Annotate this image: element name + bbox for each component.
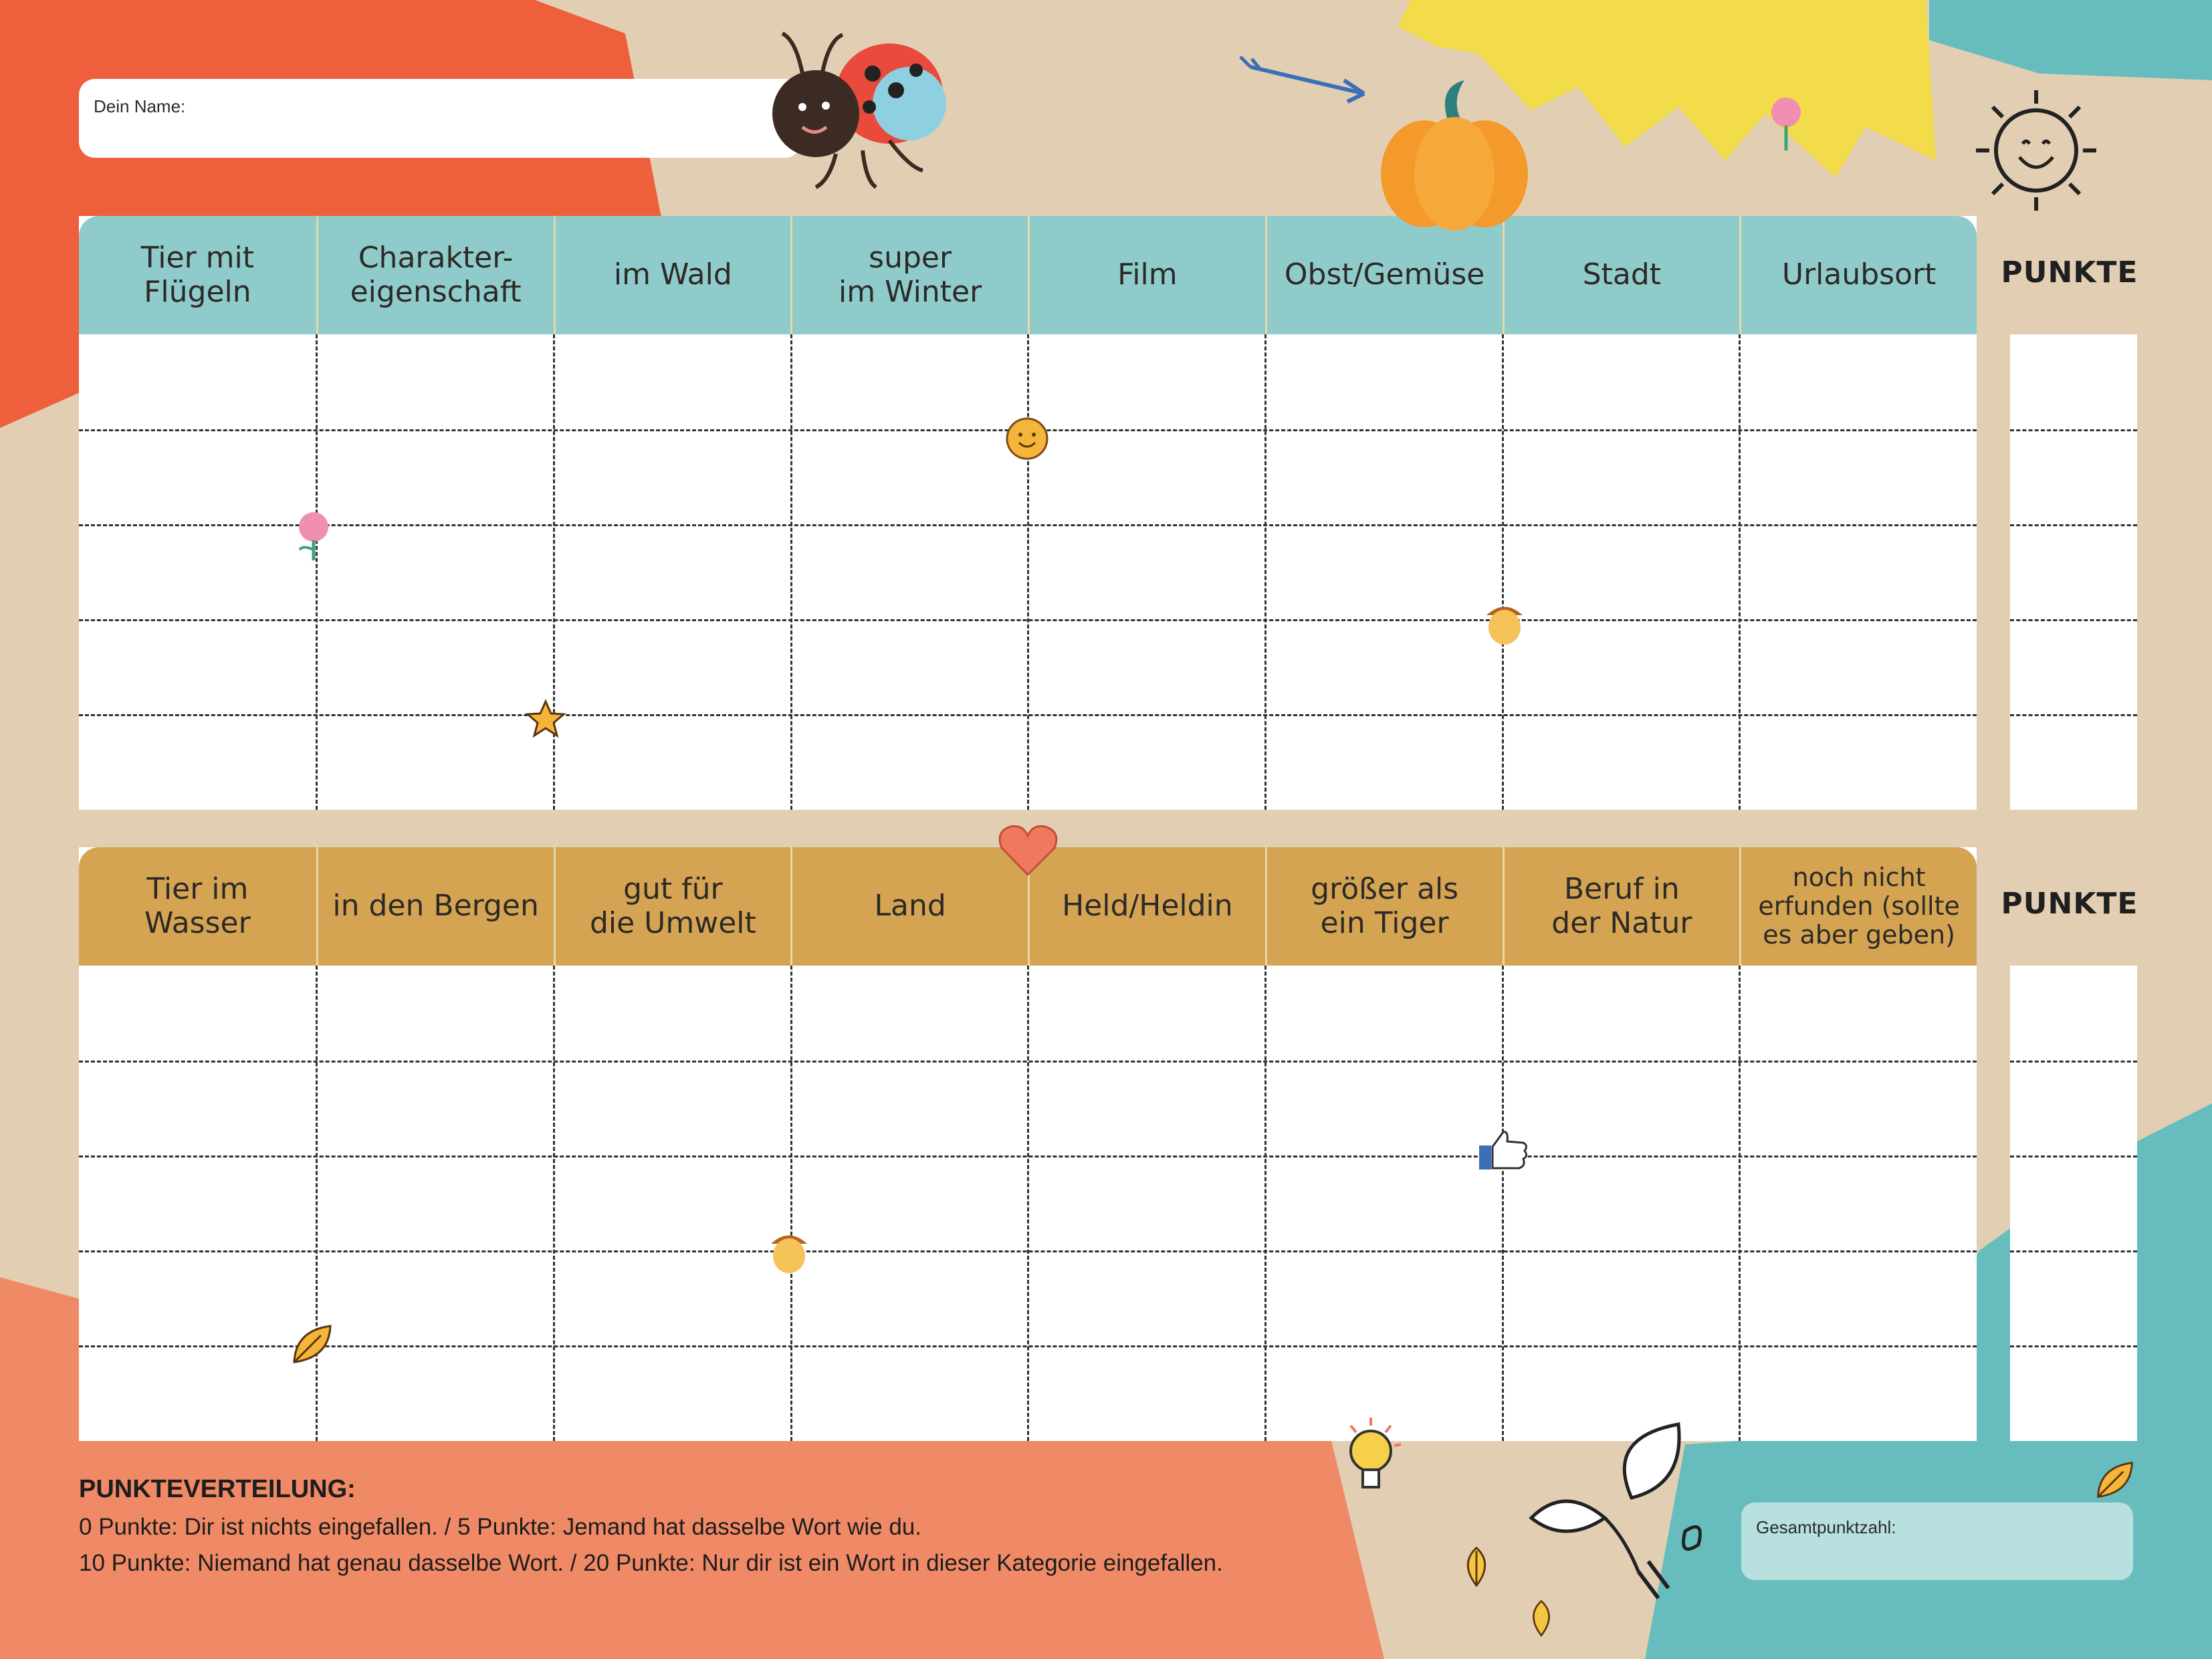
column-divider [553,966,555,1441]
points-title-bottom: PUNKTE [2001,887,2138,921]
acorn-icon [1481,595,1528,649]
header-cell: gut für die Umwelt [554,847,791,966]
column-divider [1027,334,1029,810]
header-cell: Tier mit Flügeln [140,241,254,309]
flower-icon [1765,94,1807,154]
column-divider [316,966,318,1441]
row-divider [2010,1155,2137,1157]
points-column-bottom[interactable] [2010,966,2137,1441]
header-cell: Beruf in der Natur [1503,847,1740,966]
scoring-line: 10 Punkte: Niemand hat genau dasselbe Wort. / 20 Punkte: Nur dir ist ein Wort in dieser Kategorie eingefallen. [79,1550,1223,1576]
sun-icon [1969,77,2103,224]
leaf-icon [289,1321,336,1367]
star-icon [525,699,566,739]
points-column-top[interactable] [2010,334,2137,810]
header-cell: Stadt [1503,216,1740,334]
name-field[interactable] [79,79,801,158]
header-cell: größer als ein Tiger [1265,847,1503,966]
thumbs-up-icon [1476,1127,1530,1174]
column-divider [1502,966,1504,1441]
plant-plug-icon [1525,1418,1732,1618]
header-cell: in den Bergen [316,847,554,966]
column-divider [790,966,792,1441]
table-top [79,216,1977,810]
header-cell: Tier im Wasser [144,872,251,940]
header-cell: super im Winter [790,216,1028,334]
column-divider [1264,966,1266,1441]
scoring-title: PUNKTEVERTEILUNG: [79,1475,356,1503]
table-top-header [79,216,1977,334]
header-cell: noch nicht erfunden (sollte es aber geben) [1739,847,1977,966]
ladybug-icon [756,27,970,194]
leaf-icon [2093,1458,2137,1502]
table-bottom [79,847,1977,1441]
arrow-icon [1237,53,1384,107]
lightbulb-icon [1337,1411,1411,1511]
column-divider [1502,334,1504,810]
row-divider [2010,429,2137,431]
smiley-icon [1004,416,1050,461]
flower-icon [293,508,334,563]
leaf-icon [1454,1545,1499,1589]
header-cell: Urlaubsort [1739,216,1977,334]
name-label: Dein Name: [94,96,186,116]
row-divider [2010,619,2137,621]
acorn-icon [766,1224,812,1277]
header-cell: Land [790,847,1028,966]
column-divider [1739,966,1741,1441]
scoring-line: 0 Punkte: Dir ist nichts eingefallen. / 5 Punkte: Jemand hat dasselbe Wort wie du. [79,1514,922,1540]
points-title-top: PUNKTE [2001,255,2138,290]
header-cell: im Wald [554,216,791,334]
heart-icon [996,821,1060,878]
column-divider [316,334,318,810]
column-divider [1027,966,1029,1441]
table-top-rows[interactable] [79,334,1977,810]
row-divider [2010,714,2137,716]
total-points-label: Gesamtpunktzahl: [1756,1517,1896,1537]
total-points-field[interactable] [1741,1503,2133,1580]
scoring-rules [79,1475,1223,1581]
header-cell: Film [1028,216,1265,334]
table-bottom-rows[interactable] [79,966,1977,1441]
row-divider [2010,1061,2137,1063]
header-cell: Charakter- eigenschaft [316,216,554,334]
column-divider [790,334,792,810]
pumpkin-icon [1371,74,1538,234]
header-cell: Obst/Gemüse [1265,216,1503,334]
header-cell: Held/Heldin [1028,847,1265,966]
row-divider [2010,1250,2137,1252]
column-divider [1264,334,1266,810]
column-divider [1739,334,1741,810]
row-divider [2010,524,2137,526]
row-divider [2010,1345,2137,1347]
